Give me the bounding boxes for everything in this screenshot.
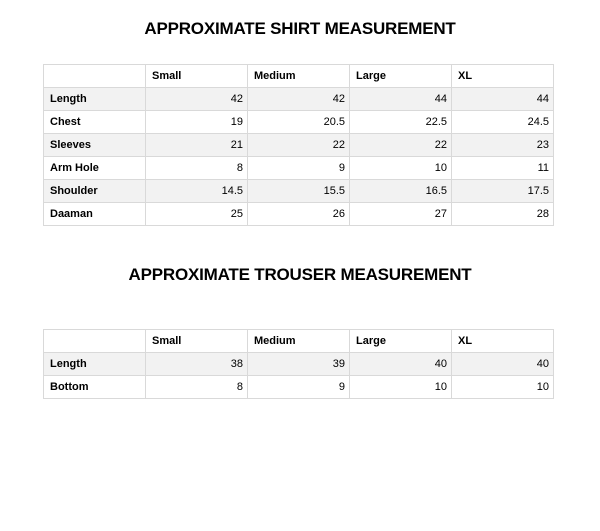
table-cell: 22: [248, 134, 350, 157]
trouser-measurement-title: APPROXIMATE TROUSER MEASUREMENT: [128, 265, 472, 284]
column-header-large: Large: [350, 330, 452, 353]
table-cell: 40: [452, 353, 554, 376]
table-cell: 22.5: [350, 111, 452, 134]
column-header-small: Small: [146, 330, 248, 353]
table-cell: 44: [350, 88, 452, 111]
row-label: Shoulder: [44, 180, 146, 203]
shirt-measurement-title: APPROXIMATE SHIRT MEASUREMENT: [144, 19, 456, 38]
row-label: Length: [44, 353, 146, 376]
table-row: [44, 353, 554, 376]
table-cell: 9: [248, 157, 350, 180]
table-row: [44, 180, 554, 203]
row-label: Sleeves: [44, 134, 146, 157]
column-header-medium: Medium: [248, 65, 350, 88]
table-cell: 8: [146, 376, 248, 399]
column-header-medium: Medium: [248, 330, 350, 353]
column-header-small: Small: [146, 65, 248, 88]
table-cell: 44: [452, 88, 554, 111]
table-row: [44, 203, 554, 226]
table-cell: 16.5: [350, 180, 452, 203]
table-cell: 39: [248, 353, 350, 376]
table-cell: 28: [452, 203, 554, 226]
table-row: [44, 134, 554, 157]
column-header: [44, 65, 146, 88]
table-cell: 10: [350, 157, 452, 180]
table-row: [44, 376, 554, 399]
table-cell: 11: [452, 157, 554, 180]
row-label: Daaman: [44, 203, 146, 226]
table-cell: 42: [248, 88, 350, 111]
row-label: Bottom: [44, 376, 146, 399]
table-cell: 38: [146, 353, 248, 376]
table-cell: 10: [350, 376, 452, 399]
table-cell: 42: [146, 88, 248, 111]
table-cell: 23: [452, 134, 554, 157]
table-cell: 27: [350, 203, 452, 226]
row-label: Length: [44, 88, 146, 111]
table-cell: 8: [146, 157, 248, 180]
table-cell: 24.5: [452, 111, 554, 134]
row-label: Arm Hole: [44, 157, 146, 180]
table-header-row: [44, 65, 554, 88]
shirt-measurement-table: [43, 64, 554, 226]
table-cell: 15.5: [248, 180, 350, 203]
table-row: [44, 88, 554, 111]
table-cell: 22: [350, 134, 452, 157]
table-cell: 20.5: [248, 111, 350, 134]
table-cell: 25: [146, 203, 248, 226]
table-cell: 21: [146, 134, 248, 157]
table-cell: 14.5: [146, 180, 248, 203]
table-cell: 10: [452, 376, 554, 399]
row-label: Chest: [44, 111, 146, 134]
table-row: [44, 111, 554, 134]
column-header: [44, 330, 146, 353]
table-row: [44, 157, 554, 180]
table-cell: 26: [248, 203, 350, 226]
table-cell: 19: [146, 111, 248, 134]
table-cell: 40: [350, 353, 452, 376]
table-cell: 17.5: [452, 180, 554, 203]
table-header-row: [44, 330, 554, 353]
trouser-measurement-table: [43, 329, 554, 399]
column-header-xl: XL: [452, 330, 554, 353]
column-header-xl: XL: [452, 65, 554, 88]
column-header-large: Large: [350, 65, 452, 88]
table-cell: 9: [248, 376, 350, 399]
